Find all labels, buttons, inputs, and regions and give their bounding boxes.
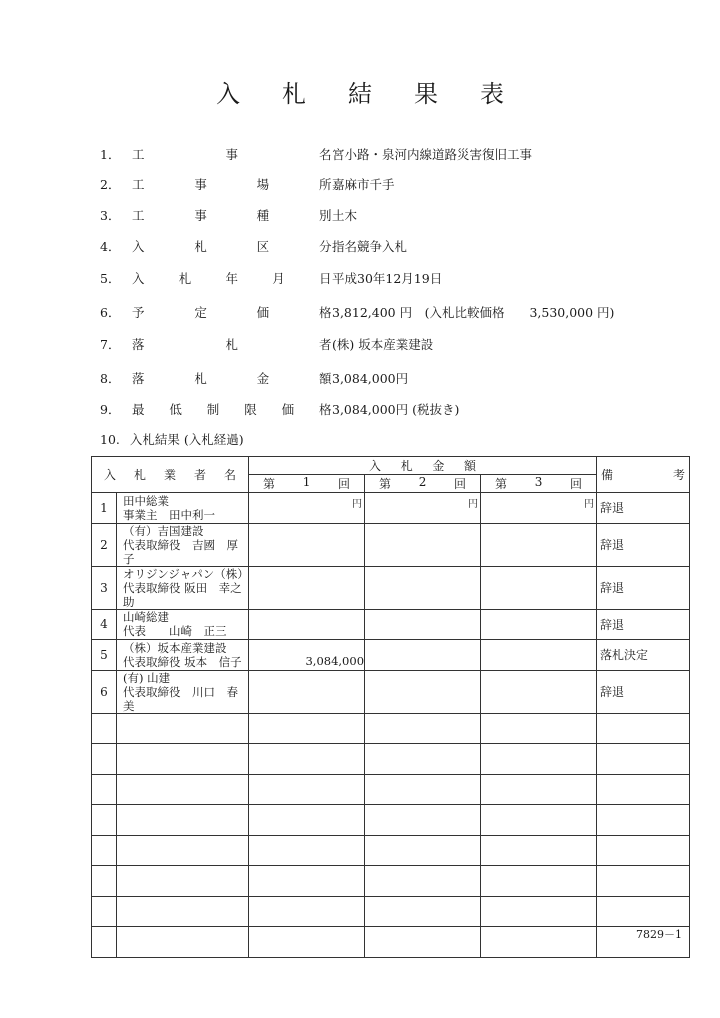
row-number: 3 [92,566,117,609]
table-row-empty [92,896,690,927]
empty-cell [365,835,481,866]
bid-amount-r2 [365,640,481,671]
header-char: 第 [495,477,508,491]
info-item [100,175,700,195]
table-row-empty [92,805,690,836]
empty-cell [597,866,690,897]
empty-cell [249,713,365,744]
empty-cell [365,774,481,805]
info-item [100,335,700,355]
label-char: 事 [225,147,239,162]
company-name: （有）吉国建設 [123,523,204,538]
bidder-name [117,566,249,609]
header-char: 2 [418,475,427,489]
empty-cell [365,927,481,958]
empty-cell [117,774,249,805]
header-char: 業 [164,468,177,482]
item-value: 3,084,000円 [332,371,409,386]
remark: 辞退 [597,609,690,640]
empty-cell [597,805,690,836]
item-number: 4． [100,239,121,254]
item-number: 3． [100,208,121,223]
yen-unit: 円 [468,499,479,510]
empty-cell [481,927,597,958]
empty-cell [481,774,597,805]
header-char: 額 [464,459,477,473]
label-char: 札 [194,239,207,254]
empty-cell [92,927,117,958]
page-number: 7829－1 [636,928,682,941]
table-row-empty [92,713,690,744]
company-name: オリジンジャパン（株） [123,566,249,581]
label-char: 価 [281,402,295,417]
yen-unit: 円 [352,499,363,510]
empty-cell [92,896,117,927]
company-name: 田中総業 [123,493,169,508]
header-char: 入 [104,468,117,482]
header-char: 入 [369,459,382,473]
empty-cell [597,835,690,866]
title-char: 入 [216,80,240,108]
label-char: 工 [132,208,145,223]
bid-amount-r3 [481,566,597,609]
label-char: 種 [256,208,270,223]
empty-cell [92,835,117,866]
item-value: 宮小路・泉河内線道路災害復旧工事 [332,147,533,162]
empty-cell [249,805,365,836]
info-item [100,400,700,420]
item-number: 1． [100,147,121,162]
item-value: 3,812,400 円 (入札比較価格 3,530,000 円) [332,305,615,320]
label-char: 最 [132,402,145,417]
bidder-name [117,609,249,640]
header-round-2 [365,475,481,493]
bid-amount-r3 [481,493,597,524]
label-char: 別 [319,208,332,223]
header-char: 第 [263,477,276,491]
label-char: 場 [256,177,270,192]
header-char: 名 [224,468,237,482]
label-char: 格 [319,305,332,320]
header-bidder-name [92,457,249,493]
document-title [0,74,720,109]
header-char: 考 [673,468,686,482]
header-char: 第 [379,477,392,491]
remark: 辞退 [597,493,690,524]
info-item [100,369,700,389]
representative: 代表取締役 川口 春美 [123,684,238,713]
empty-cell [117,927,249,958]
label-char: 年 [225,271,239,286]
header-char: 回 [570,477,583,491]
empty-cell [365,866,481,897]
representative: 代表 山崎 正三 [123,624,227,639]
label-char: 札 [178,271,192,286]
item-number: 5． [100,271,121,286]
empty-cell [92,774,117,805]
empty-cell [597,896,690,927]
empty-cell [92,713,117,744]
table-row [92,566,690,609]
bid-result-table [91,456,690,958]
header-char: 備 [601,468,614,482]
empty-cell [481,805,597,836]
empty-cell [249,835,365,866]
label-char: 名 [319,147,332,162]
company-name: （株）坂本産業建設 [123,640,227,655]
label-char: 区 [256,239,270,254]
empty-cell [365,896,481,927]
empty-cell [481,744,597,775]
empty-cell [92,866,117,897]
bid-amount-r2 [365,566,481,609]
row-number: 1 [92,493,117,524]
empty-cell [249,866,365,897]
bid-amount-r1 [249,566,365,609]
title-char: 結 [348,80,372,108]
empty-cell [117,805,249,836]
table-row [92,609,690,640]
empty-cell [117,744,249,775]
empty-cell [249,927,365,958]
header-char: 者 [194,468,207,482]
empty-cell [117,866,249,897]
empty-cell [597,713,690,744]
header-char: 回 [453,477,466,491]
remark: 辞退 [597,566,690,609]
empty-cell [481,835,597,866]
item-value: 平成30年12月19日 [332,271,443,286]
header-char: 3 [534,475,543,489]
info-item [100,206,700,226]
company-name: 山崎総建 [123,610,169,625]
row-number: 4 [92,609,117,640]
label-char: 落 [132,337,145,352]
table-row-empty [92,835,690,866]
label-char: 低 [169,402,182,417]
item-number: 6． [100,305,121,320]
bid-amount-r1 [249,523,365,566]
item-value: 土木 [332,208,358,223]
table-row-empty [92,744,690,775]
empty-cell [365,805,481,836]
label-char: 分 [319,239,332,254]
bidder-name [117,523,249,566]
table-row [92,670,690,713]
info-item [100,145,700,165]
representative: 代表取締役 阪田 幸之助 [123,580,242,609]
label-char: 事 [194,177,207,192]
bid-amount-r2 [365,609,481,640]
label-char: 額 [319,371,332,386]
label-char: 格 [319,402,332,417]
bid-amount-r1 [249,640,365,671]
item-value: 嘉麻市千手 [332,177,395,192]
label-char: 落 [132,371,145,386]
representative: 事業主 田中利一 [123,507,215,522]
item-number: 7． [100,337,121,352]
item-number: 9． [100,402,121,417]
label-char: 者 [319,337,332,352]
table-row-empty [92,774,690,805]
header-char: 回 [337,477,350,491]
empty-cell [249,744,365,775]
label-char: 入 [132,271,145,286]
item-value: 指名競争入札 [332,239,408,254]
row-number: 6 [92,670,117,713]
label-char: 予 [132,305,145,320]
bid-amount-r3 [481,670,597,713]
remark: 辞退 [597,523,690,566]
header-remarks [597,457,690,493]
info-item [100,237,700,257]
header-char: 1 [302,475,311,489]
empty-cell [597,774,690,805]
header-char: 札 [400,459,413,473]
label-char: 札 [194,371,207,386]
table-row-empty [92,927,690,958]
info-item [100,303,700,323]
empty-cell [249,774,365,805]
row-number: 2 [92,523,117,566]
empty-cell [249,896,365,927]
table-row [92,493,690,524]
item-label: 入札結果 (入札経過) [129,432,244,447]
bid-amount-r1 [249,609,365,640]
bid-amount-r2 [365,523,481,566]
empty-cell [481,713,597,744]
representative: 代表取締役 吉國 厚子 [123,537,238,566]
label-char: 所 [319,177,332,192]
table-row [92,640,690,671]
empty-cell [117,835,249,866]
empty-cell [365,744,481,775]
representative: 代表取締役 坂本 信子 [123,654,242,669]
info-item [100,269,700,289]
label-char: 札 [225,337,239,352]
amount-value: 3,084,000 [305,653,365,668]
title-char: 果 [414,80,438,108]
info-item-bid-result [100,430,254,448]
bid-amount-r1 [249,670,365,713]
item-number: 10. [100,432,120,447]
table-row-empty [92,866,690,897]
label-char: 工 [132,177,145,192]
header-bid-amount [249,457,597,475]
bid-amount-r3 [481,640,597,671]
row-number: 5 [92,640,117,671]
label-char: 価 [256,305,270,320]
header-round-1 [249,475,365,493]
header-round-3 [481,475,597,493]
item-number: 2． [100,177,121,192]
bidder-name [117,640,249,671]
label-char: 金 [256,371,270,386]
empty-cell [117,896,249,927]
label-char: 工 [132,147,145,162]
item-number: 8． [100,371,121,386]
empty-cell [481,866,597,897]
table-row [92,523,690,566]
label-char: 事 [194,208,207,223]
bidder-name [117,670,249,713]
title-char: 表 [480,80,504,108]
bidder-name [117,493,249,524]
company-name: (有) 山建 [123,670,171,685]
empty-cell [117,713,249,744]
empty-cell [597,744,690,775]
empty-cell [365,713,481,744]
label-char: 定 [194,305,207,320]
item-value: 3,084,000円 (税抜き) [332,402,460,417]
label-char: 制 [206,402,220,417]
empty-cell [92,805,117,836]
bid-amount-r3 [481,609,597,640]
label-char: 入 [132,239,145,254]
bid-amount-r2 [365,493,481,524]
label-char: 月 [272,271,285,286]
bid-amount-r2 [365,670,481,713]
item-value: (株) 坂本産業建設 [332,337,434,352]
remark: 辞退 [597,670,690,713]
label-char: 日 [319,271,332,286]
bid-amount-r3 [481,523,597,566]
empty-cell [481,896,597,927]
label-char: 限 [244,402,257,417]
yen-unit: 円 [584,499,595,510]
header-char: 金 [432,459,445,473]
title-char: 札 [282,80,306,108]
header-char: 札 [134,468,147,482]
empty-cell [92,744,117,775]
remark: 落札決定 [597,640,690,671]
bid-amount-r1 [249,493,365,524]
